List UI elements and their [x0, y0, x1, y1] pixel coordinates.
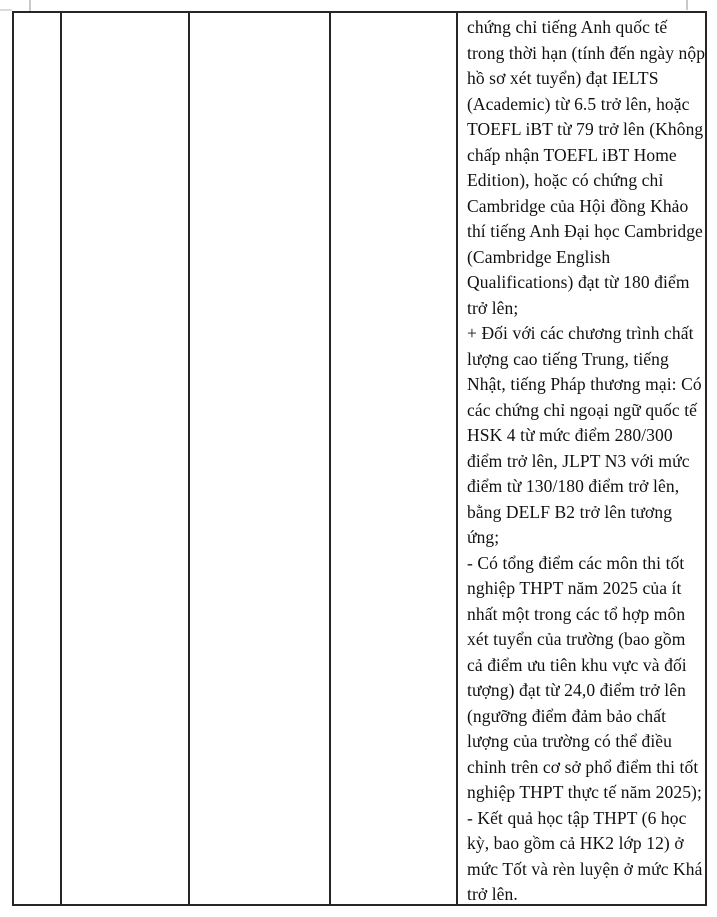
text-line: chỉnh trên cơ sở phổ điểm thi tốt [467, 756, 699, 777]
text-line: Cambridge của Hội đồng Khảo [467, 195, 689, 216]
table-cell-3-empty [190, 13, 331, 904]
text-line: (Academic) từ 6.5 trở lên, hoặc [467, 93, 690, 114]
text-line: hồ sơ xét tuyển) đạt IELTS [467, 68, 659, 88]
text-line: - Kết quả học tập THPT (6 học [467, 807, 687, 828]
text-line: Edition), hoặc có chứng chỉ [467, 170, 664, 190]
table-cell-2-empty [62, 13, 190, 904]
text-line: trở lên; [467, 297, 519, 318]
gridline-mark-right [686, 0, 688, 10]
text-line: (ngưỡng điểm đảm bảo chất [467, 705, 667, 726]
text-line: ứng; [467, 527, 500, 547]
text-line: + Đối với các chương trình chất [467, 323, 694, 343]
text-line: bằng DELF B2 trở lên tương [467, 501, 673, 522]
text-line: nghiệp THPT thực tế năm 2025); [467, 782, 702, 802]
text-line: trong thời hạn (tính đến ngày nộp [467, 42, 705, 63]
text-line: - Có tổng điểm các môn thi tốt [467, 552, 685, 573]
text-line: chứng chỉ tiếng Anh quốc tế [467, 17, 668, 37]
text-line: lượng của trường có thể điều [467, 731, 673, 751]
text-line: Nhật, tiếng Pháp thương mại: Có [467, 374, 702, 394]
text-line: các chứng chỉ ngoại ngữ quốc tế [467, 399, 698, 420]
text-line: HSK 4 từ mức điểm 280/300 [467, 425, 673, 445]
text-line: tượng) đạt từ 24,0 điểm trở lên [467, 680, 686, 700]
table-cell-requirements-text [458, 13, 705, 904]
text-line: lượng cao tiếng Trung, tiếng [467, 348, 669, 369]
gridline-mark-horizontal [0, 9, 12, 11]
text-line: trở lên. [467, 884, 518, 904]
gridline-mark-left [29, 0, 31, 11]
text-line: nghiệp THPT năm 2025 của ít [467, 578, 682, 598]
text-line: mức Tốt và rèn luyện ở mức Khá [467, 858, 703, 879]
text-line: (Cambridge English [467, 246, 611, 267]
admission-requirements-table [12, 11, 707, 906]
table-cell-1-empty [14, 13, 62, 904]
text-line: điểm từ 130/180 điểm trở lên, [467, 476, 680, 496]
text-line: xét tuyển của trường (bao gồm [467, 629, 686, 649]
text-line: điểm trở lên, JLPT N3 với mức [467, 450, 690, 471]
text-line: nhất một trong các tổ hợp môn [467, 603, 686, 624]
text-line: kỳ, bao gồm cả HK2 lớp 12) ở [467, 833, 684, 853]
text-line: TOEFL iBT từ 79 trở lên (Không [467, 119, 704, 139]
text-line: cả điểm ưu tiên khu vực và đối [467, 654, 687, 675]
text-line: Qualifications) đạt từ 180 điểm [467, 272, 690, 292]
table-cell-4-empty [331, 13, 458, 904]
text-line: chấp nhận TOEFL iBT Home [467, 144, 677, 165]
text-line: thí tiếng Anh Đại học Cambridge [467, 221, 703, 241]
